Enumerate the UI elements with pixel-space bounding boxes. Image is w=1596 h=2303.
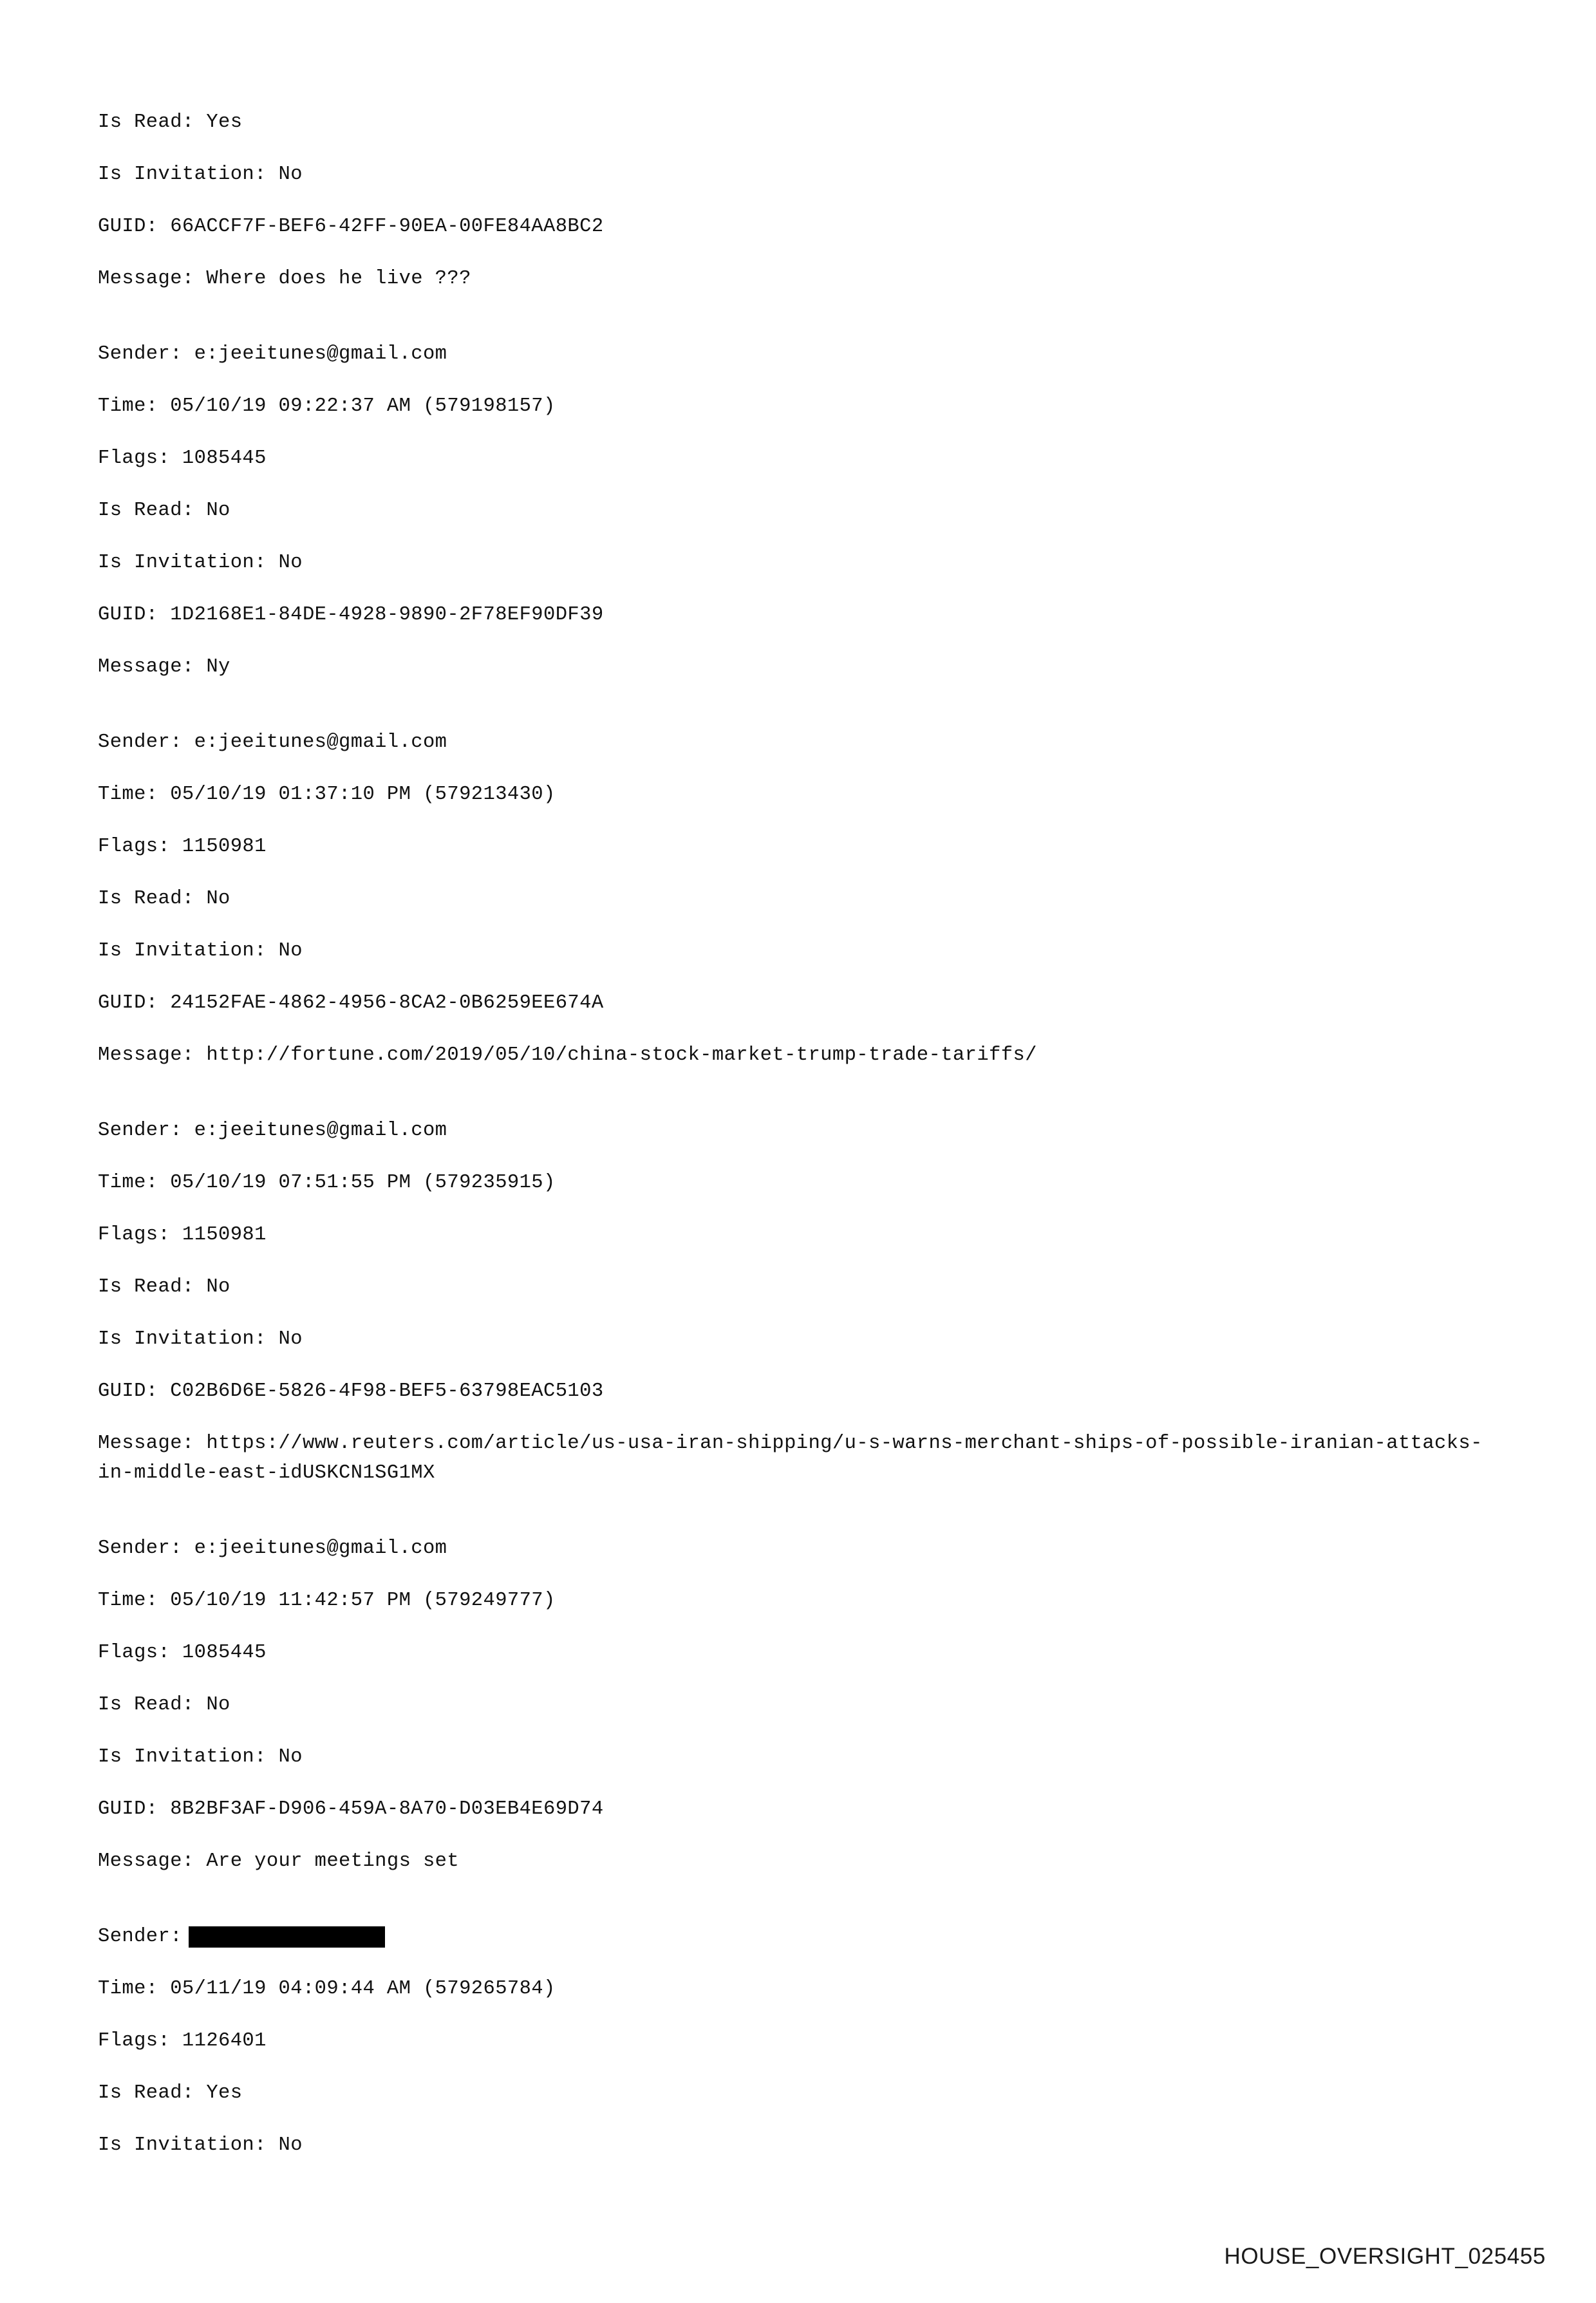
is-invitation-line: Is Invitation: No <box>98 2134 303 2156</box>
guid-line: GUID: C02B6D6E-5826-4F98-BEF5-63798EAC5103 <box>98 1380 604 1402</box>
message-record <box>98 328 1514 693</box>
message-line: Message: http://fortune.com/2019/05/10/china-stock-market-trump-trade-tariffs/ <box>98 1044 1037 1066</box>
is-read-line: Is Read: No <box>98 1694 230 1716</box>
document-body <box>98 97 1514 2195</box>
is-invitation-line: Is Invitation: No <box>98 164 303 185</box>
sender-line: Sender: e:jeeitunes@gmail.com <box>98 1120 447 1142</box>
guid-line: GUID: 1D2168E1-84DE-4928-9890-2F78EF90DF39 <box>98 604 604 626</box>
message-line: Message: https://www.reuters.com/article/us-usa-iran-shipping/u-s-warns-merchant-ships-of-possible-iranian-attacks-in-middle-east-idUSKCN1SG1MX <box>98 1433 1483 1484</box>
flags-line: Flags: 1085445 <box>98 1642 267 1664</box>
time-line: Time: 05/10/19 01:37:10 PM (579213430) <box>98 784 556 805</box>
time-line: Time: 05/10/19 09:22:37 AM (579198157) <box>98 395 556 417</box>
guid-line: GUID: 8B2BF3AF-D906-459A-8A70-D03EB4E69D74 <box>98 1798 604 1820</box>
sender-line: Sender: e:jeeitunes@gmail.com <box>98 343 447 365</box>
message-record <box>98 1105 1514 1499</box>
message-line: Message: Are your meetings set <box>98 1850 460 1872</box>
bates-stamp: HOUSE_OVERSIGHT_025455 <box>1224 2244 1546 2269</box>
sender-line: Sender: e:jeeitunes@gmail.com <box>98 731 447 753</box>
record-partial-bottom <box>98 1911 1514 2172</box>
message-line: Message: Ny <box>98 656 230 678</box>
sender-line-redacted <box>98 1911 1514 1963</box>
is-read-line: Is Read: Yes <box>98 2082 243 2104</box>
flags-line: Flags: 1150981 <box>98 1224 267 1246</box>
is-read-line: Is Read: No <box>98 1276 230 1298</box>
is-read-line: Is Read: No <box>98 888 230 910</box>
time-line: Time: 05/10/19 07:51:55 PM (579235915) <box>98 1172 556 1194</box>
flags-line: Flags: 1085445 <box>98 447 267 469</box>
sender-label: Sender: <box>98 1926 182 1948</box>
sender-line: Sender: e:jeeitunes@gmail.com <box>98 1537 447 1559</box>
is-invitation-line: Is Invitation: No <box>98 552 303 574</box>
record-partial-top <box>98 97 1514 305</box>
is-invitation-line: Is Invitation: No <box>98 940 303 962</box>
time-line: Time: 05/11/19 04:09:44 AM (579265784) <box>98 1978 556 2000</box>
flags-line: Flags: 1150981 <box>98 836 267 858</box>
message-record <box>98 1523 1514 1888</box>
is-invitation-line: Is Invitation: No <box>98 1746 303 1768</box>
is-read-line: Is Read: No <box>98 500 230 522</box>
message-line: Message: Where does he live ??? <box>98 268 471 290</box>
message-record <box>98 717 1514 1082</box>
time-line: Time: 05/10/19 11:42:57 PM (579249777) <box>98 1590 556 1612</box>
is-invitation-line: Is Invitation: No <box>98 1328 303 1350</box>
flags-line: Flags: 1126401 <box>98 2030 267 2052</box>
guid-line: GUID: 66ACCF7F-BEF6-42FF-90EA-00FE84AA8BC2 <box>98 216 604 238</box>
redaction-bar <box>189 1926 385 1948</box>
is-read-line: Is Read: Yes <box>98 111 243 133</box>
guid-line: GUID: 24152FAE-4862-4956-8CA2-0B6259EE674A <box>98 992 604 1014</box>
